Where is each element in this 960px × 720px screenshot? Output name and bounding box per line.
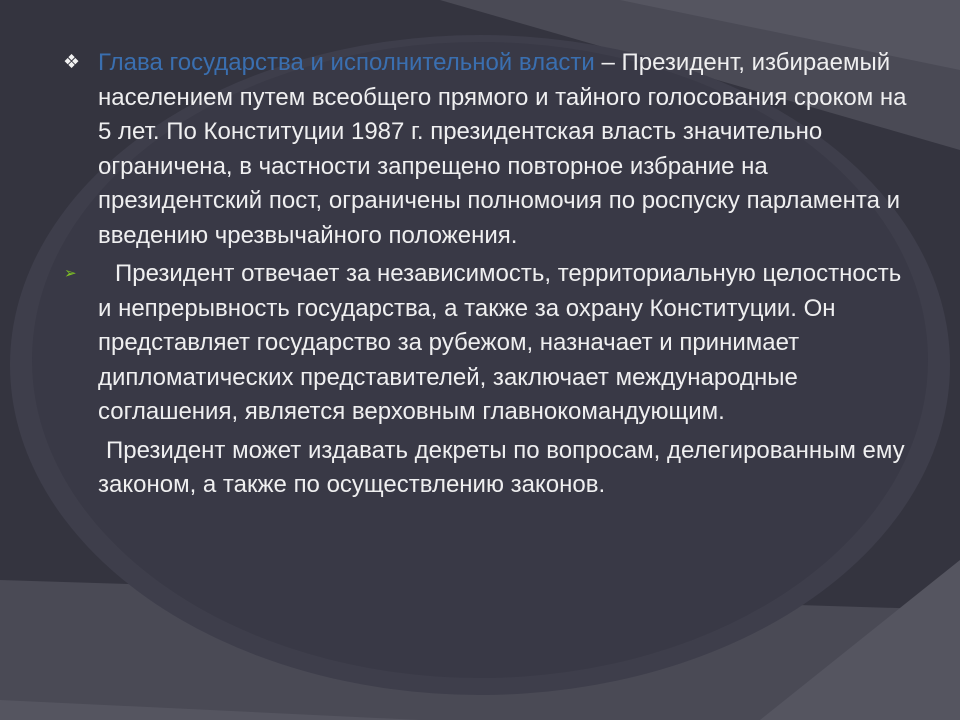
arrow-bullet-icon: ➢ [64,265,77,282]
paragraph-decrees [60,434,920,503]
paragraph-text: – Президент, избираемый населением путем всеобщего прямого и тайного голосования сроком на 5 лет. По Конституции 1987 г. президентская власть значительно ограничена, в частности запрещено повторное избрание на президентский пост, ограничены полномочия по роспуску парламента и введению чрезвычайного положения. [98,49,907,249]
slide-content [60,46,920,503]
paragraph-text: Президент отвечает за независимость, территориальную целостность и непрерывность государства, а также за охрану Конституции. Он представляет государство за рубежом, назначает и принимает дипломатических представителей, заключает международные соглашения, является верховным главнокомандующим. [98,260,902,425]
paragraph-text: Президент может издавать декреты по вопросам, делегированным ему законом, а также по осуществлению законов. [98,436,905,498]
paragraph-president-duties [60,257,920,430]
highlighted-heading: Глава государства и исполнительной власти [98,49,595,76]
paragraph-head-of-state [60,46,920,253]
diamond-bullet-icon: ❖ [63,52,81,73]
